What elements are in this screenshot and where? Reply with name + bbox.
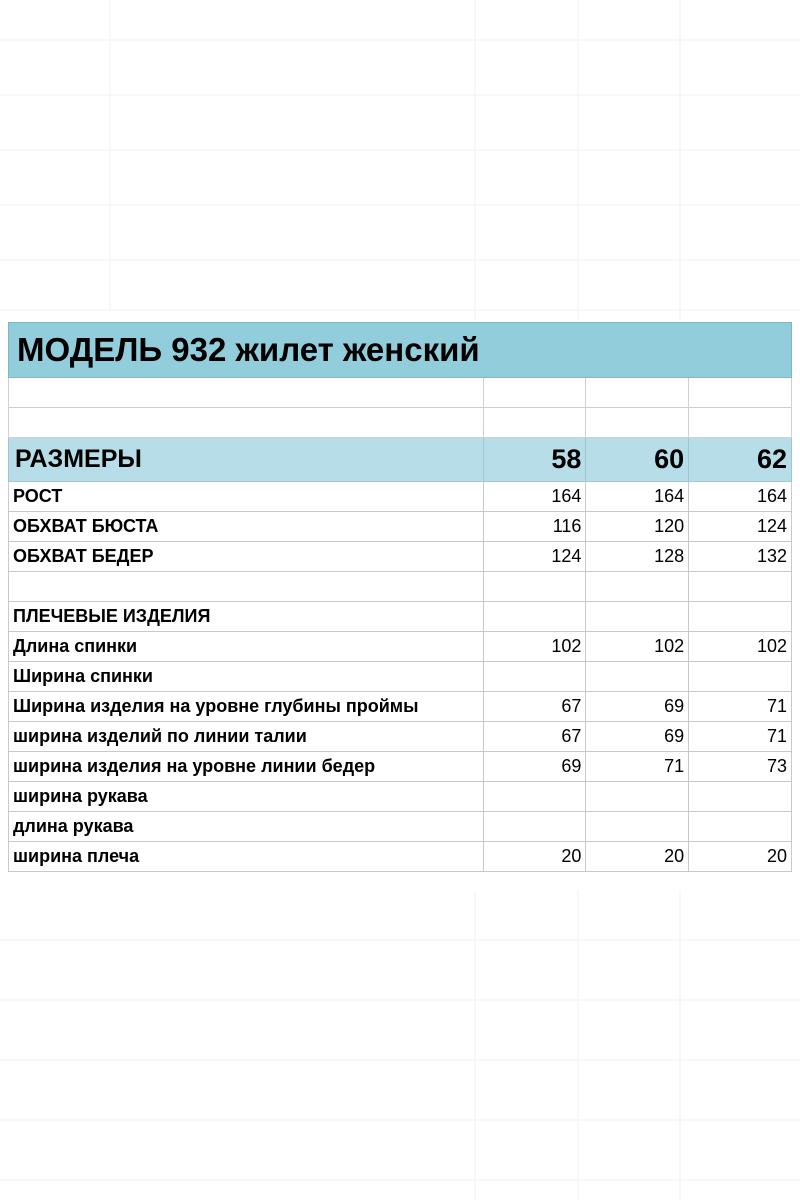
row-label[interactable]: ширина плеча	[9, 842, 484, 872]
row-value-size-62[interactable]: 73	[689, 752, 792, 782]
table-row	[9, 662, 792, 692]
row-value-size-62[interactable]	[689, 812, 792, 842]
row-value-size-62[interactable]: 71	[689, 692, 792, 722]
row-value-size-60[interactable]	[586, 572, 689, 602]
row-value-size-58[interactable]: 124	[483, 542, 586, 572]
table-row	[9, 542, 792, 572]
row-value-size-60[interactable]: 164	[586, 482, 689, 512]
row-value-size-58[interactable]	[483, 782, 586, 812]
row-value-size-62[interactable]	[689, 572, 792, 602]
row-value-size-58[interactable]	[483, 572, 586, 602]
row-value-size-58[interactable]: 164	[483, 482, 586, 512]
table-row	[9, 722, 792, 752]
row-value-size-58[interactable]: 116	[483, 512, 586, 542]
row-label[interactable]: Ширина изделия на уровне глубины проймы	[9, 692, 484, 722]
table-cell[interactable]	[483, 378, 586, 408]
row-value-size-60[interactable]	[586, 662, 689, 692]
table-row	[9, 842, 792, 872]
row-value-size-58[interactable]	[483, 812, 586, 842]
row-value-size-58[interactable]: 102	[483, 632, 586, 662]
sizes-label[interactable]: РАЗМЕРЫ	[9, 438, 484, 482]
table-row	[9, 602, 792, 632]
row-value-size-60[interactable]: 69	[586, 692, 689, 722]
table-row	[9, 812, 792, 842]
row-value-size-62[interactable]: 124	[689, 512, 792, 542]
table-cell[interactable]	[689, 378, 792, 408]
row-label[interactable]: РОСТ	[9, 482, 484, 512]
table-row	[9, 512, 792, 542]
title-row	[9, 323, 792, 378]
row-value-size-62[interactable]: 102	[689, 632, 792, 662]
empty-row	[9, 408, 792, 438]
table-cell[interactable]	[586, 408, 689, 438]
row-value-size-58[interactable]: 20	[483, 842, 586, 872]
row-label[interactable]: ОБХВАТ БЮСТА	[9, 512, 484, 542]
size-chart-table	[8, 322, 792, 872]
row-value-size-62[interactable]	[689, 662, 792, 692]
row-value-size-60[interactable]	[586, 812, 689, 842]
row-value-size-60[interactable]	[586, 602, 689, 632]
empty-row	[9, 378, 792, 408]
table-cell[interactable]	[9, 408, 484, 438]
row-label[interactable]: длина рукава	[9, 812, 484, 842]
model-title[interactable]: МОДЕЛЬ 932 жилет женский	[9, 323, 792, 378]
row-value-size-62[interactable]: 164	[689, 482, 792, 512]
sizes-header-row	[9, 438, 792, 482]
row-label[interactable]	[9, 572, 484, 602]
table-row	[9, 692, 792, 722]
table-row	[9, 482, 792, 512]
row-label[interactable]: Ширина спинки	[9, 662, 484, 692]
row-label[interactable]: ширина изделия на уровне линии бедер	[9, 752, 484, 782]
row-value-size-60[interactable]	[586, 782, 689, 812]
row-value-size-60[interactable]: 71	[586, 752, 689, 782]
table-cell[interactable]	[689, 408, 792, 438]
row-value-size-62[interactable]: 20	[689, 842, 792, 872]
table-row	[9, 782, 792, 812]
row-value-size-58[interactable]: 67	[483, 692, 586, 722]
row-value-size-58[interactable]: 69	[483, 752, 586, 782]
row-value-size-60[interactable]: 128	[586, 542, 689, 572]
row-value-size-60[interactable]: 20	[586, 842, 689, 872]
table-row	[9, 752, 792, 782]
row-label[interactable]: Длина спинки	[9, 632, 484, 662]
row-value-size-58[interactable]: 67	[483, 722, 586, 752]
table-row	[9, 632, 792, 662]
table-row	[9, 572, 792, 602]
table-cell[interactable]	[9, 378, 484, 408]
row-value-size-58[interactable]	[483, 602, 586, 632]
row-value-size-62[interactable]: 71	[689, 722, 792, 752]
row-value-size-60[interactable]: 120	[586, 512, 689, 542]
row-label[interactable]: ширина рукава	[9, 782, 484, 812]
size-60[interactable]: 60	[586, 438, 689, 482]
row-label[interactable]: ПЛЕЧЕВЫЕ ИЗДЕЛИЯ	[9, 602, 484, 632]
row-label[interactable]: ширина изделий по линии талии	[9, 722, 484, 752]
row-value-size-62[interactable]	[689, 782, 792, 812]
row-label[interactable]: ОБХВАТ БЕДЕР	[9, 542, 484, 572]
row-value-size-60[interactable]: 69	[586, 722, 689, 752]
size-62[interactable]: 62	[689, 438, 792, 482]
row-value-size-58[interactable]	[483, 662, 586, 692]
row-value-size-60[interactable]: 102	[586, 632, 689, 662]
row-value-size-62[interactable]	[689, 602, 792, 632]
table-cell[interactable]	[483, 408, 586, 438]
row-value-size-62[interactable]: 132	[689, 542, 792, 572]
table-cell[interactable]	[586, 378, 689, 408]
size-58[interactable]: 58	[483, 438, 586, 482]
